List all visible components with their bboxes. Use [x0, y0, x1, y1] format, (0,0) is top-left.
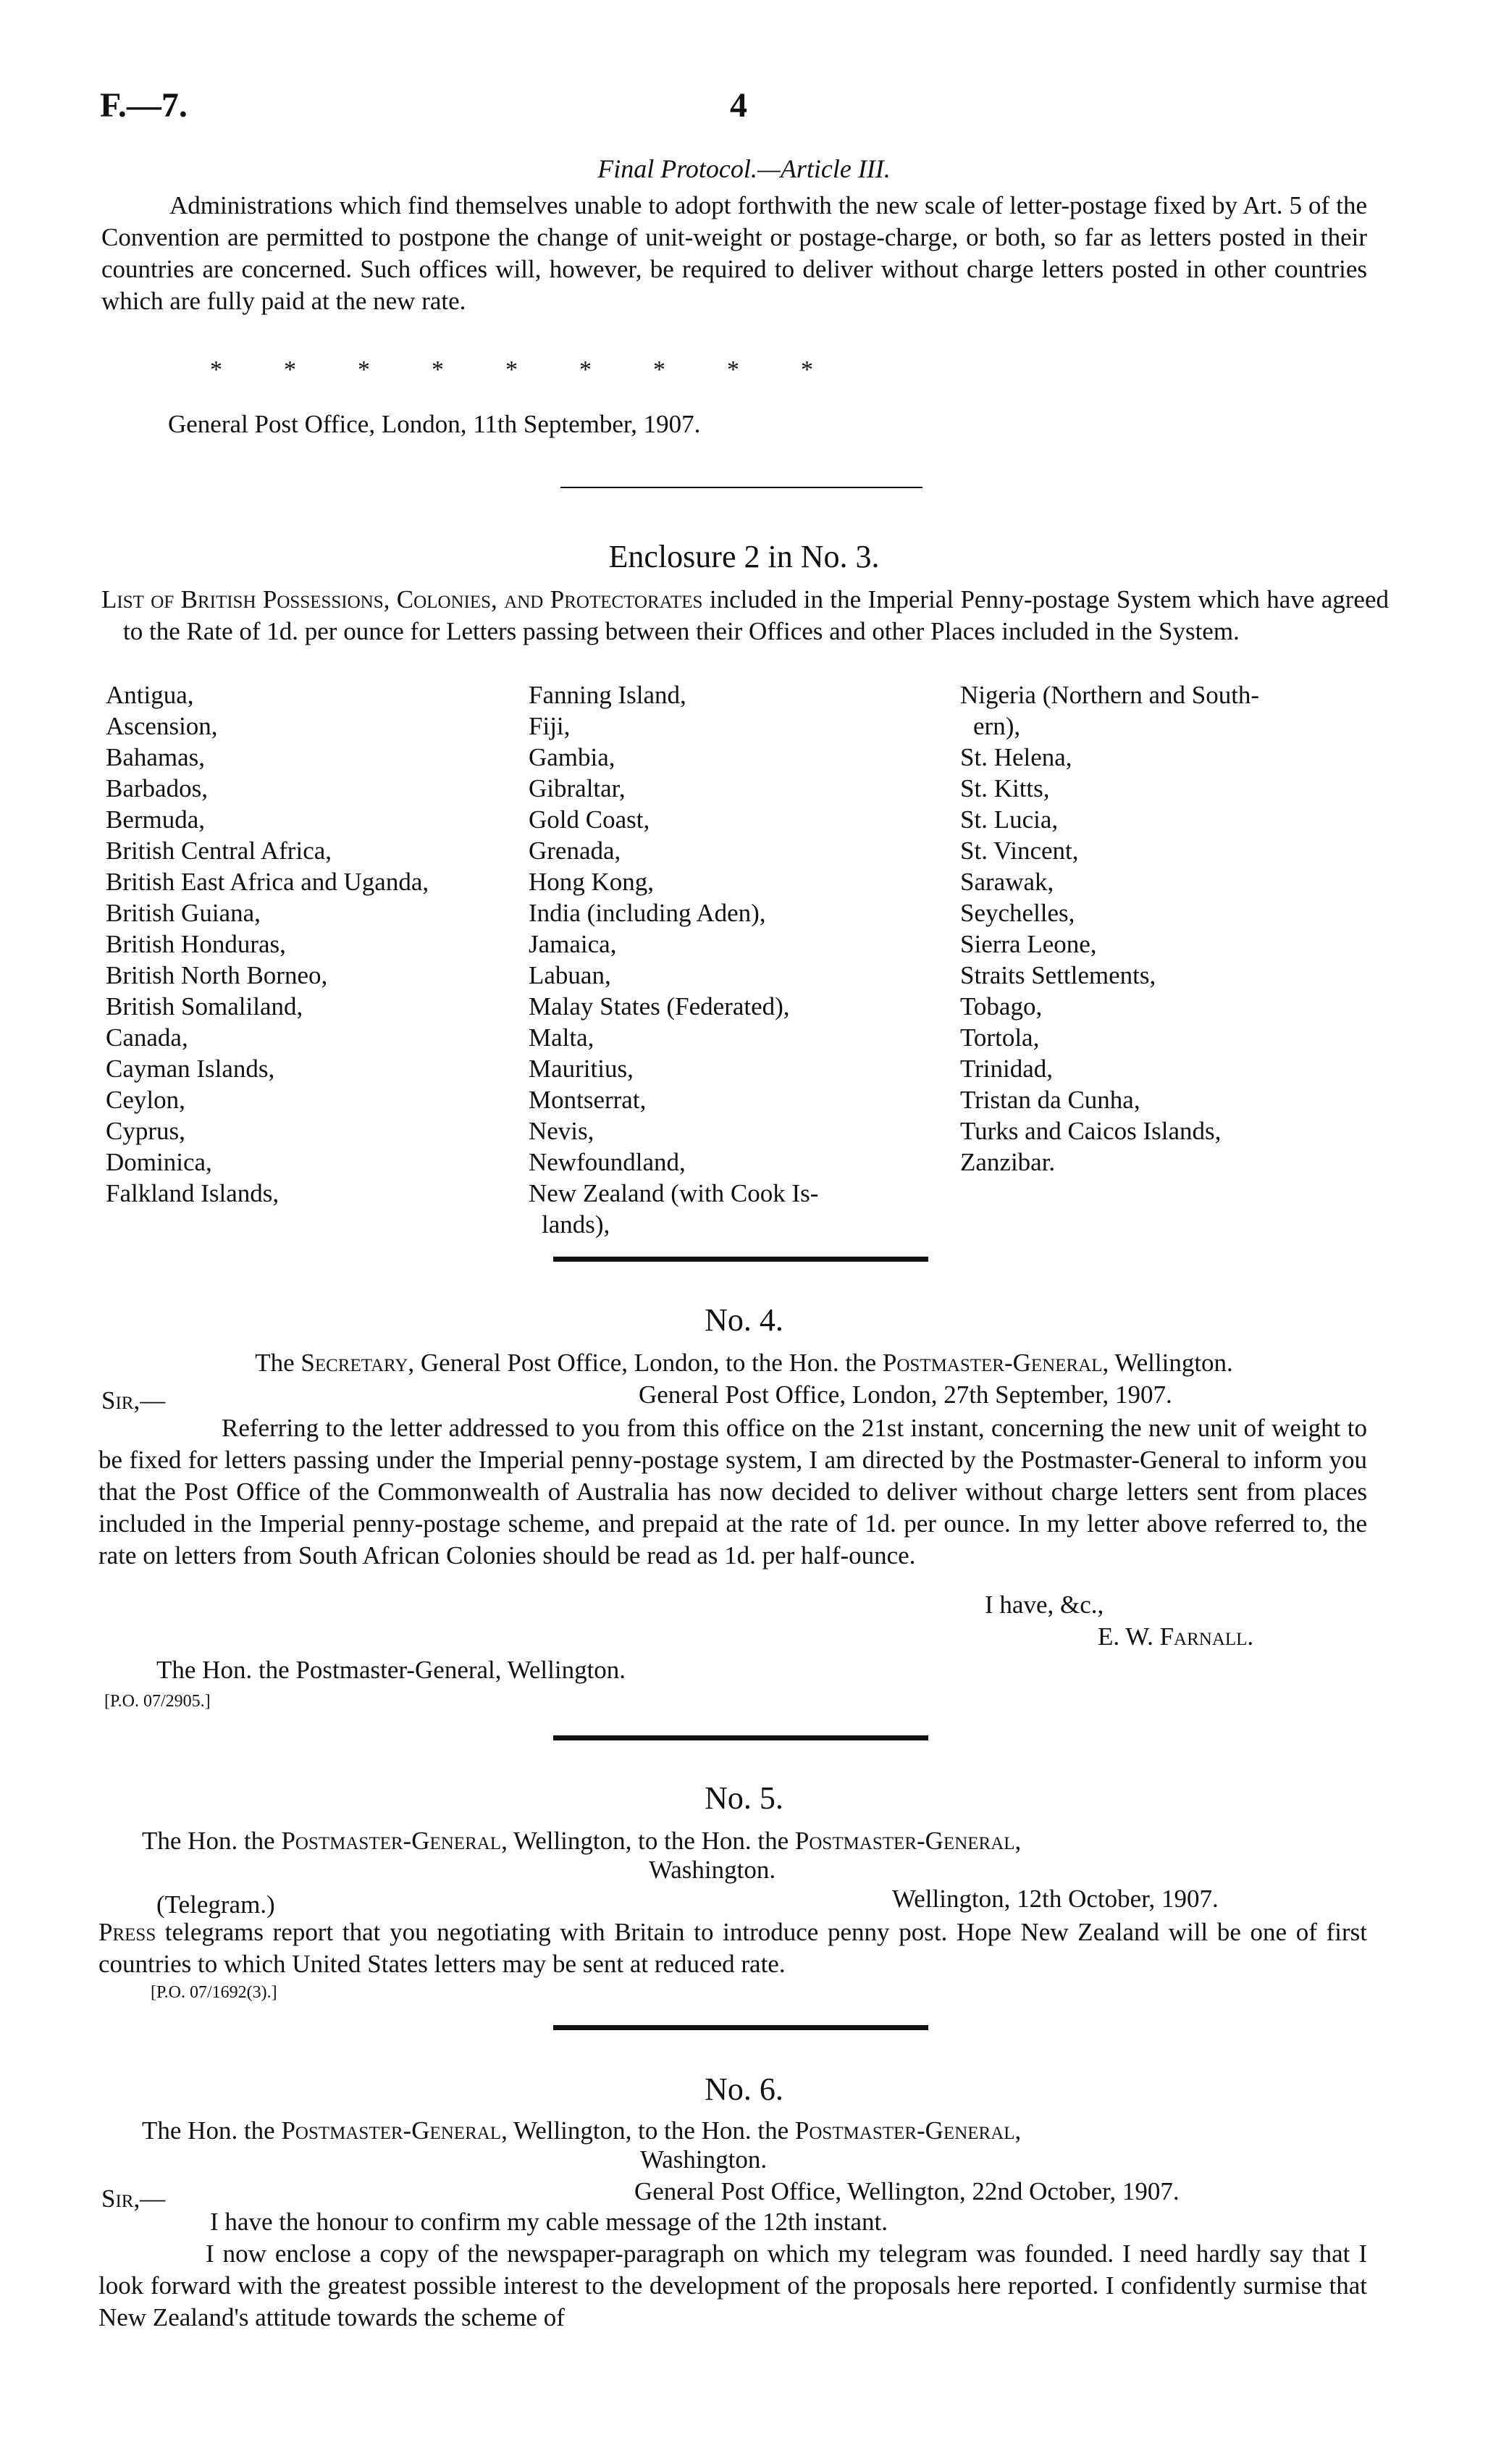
no6-address-part: , [1014, 2116, 1022, 2145]
possession-item: New Zealand (with Cook Is- [529, 1179, 819, 1207]
possession-item: Turks and Caicos Islands, [960, 1117, 1222, 1145]
no4-signature-initials: E. W. [1098, 1622, 1160, 1651]
no6-title: No. 6. [705, 2071, 783, 2107]
no6-paragraph-2: I now enclose a copy of the newspaper-paragraph on which my telegram was founded. I need hardly say that I look forward with the greatest possible interest to the development of the proposals here reported. I confidently surmise that New Zealand's attitude towards the scheme of [98, 2239, 1367, 2331]
possession-item: Mauritius, [529, 1055, 634, 1083]
no5-reference: [P.O. 07/1692(3).] [151, 1983, 277, 2002]
section-divider-thick [553, 2025, 928, 2030]
possession-item: British Central Africa, [106, 837, 332, 865]
possession-item: Gambia, [529, 743, 615, 771]
no5-title: No. 5. [705, 1780, 783, 1816]
page-number: 4 [730, 86, 747, 125]
possession-item: Montserrat, [529, 1086, 647, 1114]
section-divider-thick [553, 1735, 928, 1740]
no4-closing: I have, &c., [985, 1591, 1104, 1619]
possession-item: Seychelles, [960, 899, 1075, 927]
no5-address-city: Washington. [649, 1856, 776, 1884]
no4-title: No. 4. [705, 1302, 783, 1338]
no5-body [98, 1916, 1367, 1980]
possession-item: St. Vincent, [960, 837, 1079, 865]
possession-item: Fanning Island, [529, 681, 686, 709]
possession-item: Ascension, [106, 712, 218, 740]
no4-sender-title: Secretary [300, 1349, 408, 1377]
no5-sender-title: Postmaster-General [281, 1827, 502, 1855]
possession-item: Sarawak, [960, 868, 1054, 896]
possessions-column-1 [106, 679, 429, 1209]
possession-item: Cyprus, [106, 1117, 185, 1145]
no4-reference: [P.O. 07/2905.] [104, 1692, 211, 1711]
possession-item: Zanzibar. [960, 1148, 1056, 1176]
no4-recipient-title: Postmaster-General [882, 1349, 1103, 1377]
no4-body: Referring to the letter addressed to you from this office on the 21st instant, concerning the new unit of weight to be fixed for letters passing under the Imperial penny-postage system, I am directed by the Postmaster-General to inform you that the Post Office of the Commonwealth of Australia has now decided to deliver without charge letters sent from places included in the Imperial penny-postage scheme, and prepaid at the rate of 1d. per ounce. In my letter above referred to, the rate on letters from South African Colonies should be read as 1d. per half-ounce. [98, 1414, 1367, 1570]
possession-item: British Somaliland, [106, 992, 303, 1021]
possession-item: British Honduras, [106, 930, 286, 958]
possession-item: Sierra Leone, [960, 930, 1097, 958]
no6-sender-title: Postmaster-General [281, 2116, 502, 2145]
no5-address [142, 1827, 1021, 1856]
no4-address-part: , Wellington. [1102, 1349, 1233, 1377]
no4-signature [1098, 1622, 1253, 1651]
section-divider [560, 487, 922, 488]
possession-item: St. Kitts, [960, 774, 1050, 803]
possession-item: British North Borneo, [106, 961, 328, 989]
possession-item: Tortola, [960, 1023, 1040, 1052]
possession-item: lands), [542, 1210, 610, 1239]
possession-item: Hong Kong, [529, 868, 655, 896]
possession-item: Antigua, [106, 681, 194, 709]
no4-address [0, 1349, 1488, 1378]
protocol-body: Administrations which find themselves unable to adopt forthwith the new scale of letter-postage fixed by Art. 5 of the Convention are permitted to postpone the change of unit-weight or postage-charge, or both, so far as letters posted in their countries are concerned. Such offices will, however, be required to deliver without charge letters posted in other countries which are fully paid at the new rate. [101, 191, 1367, 315]
omission-stars: * * * * * * * * * [210, 356, 813, 383]
no6-paragraph-1: I have the honour to confirm my cable message of the 12th instant. [210, 2208, 888, 2236]
no6-salutation: Sir,— [101, 2184, 166, 2213]
possession-item: Tristan da Cunha, [960, 1086, 1140, 1114]
no4-recipient: The Hon. the Postmaster-General, Wellington. [156, 1656, 626, 1684]
no6-dateline: General Post Office, Wellington, 22nd October, 1907. [634, 2177, 1180, 2205]
possession-item: Barbados, [106, 774, 208, 803]
possession-item: Fiji, [529, 712, 571, 740]
possession-item: Canada, [106, 1023, 188, 1052]
enclosure-title: Enclosure 2 in No. 3. [608, 539, 880, 574]
possession-item: Dominica, [106, 1148, 212, 1176]
possession-item: Tobago, [960, 992, 1043, 1021]
possession-item: Nevis, [529, 1117, 594, 1145]
section-divider-thick [553, 1257, 928, 1262]
no4-salutation: Sir,— [101, 1386, 166, 1415]
possession-item: Bahamas, [106, 743, 206, 771]
possession-item: British Guiana, [106, 899, 261, 927]
possession-item: Gibraltar, [529, 774, 626, 803]
possession-item: Cayman Islands, [106, 1055, 275, 1083]
possession-item: Malay States (Federated), [529, 992, 790, 1021]
no6-address-part: , Wellington, to the Hon. the [501, 2116, 795, 2145]
no5-recipient-title: Postmaster-General [794, 1827, 1015, 1855]
possession-item: Malta, [529, 1023, 594, 1052]
possession-item: Newfoundland, [529, 1148, 686, 1176]
possession-item: Gold Coast, [529, 805, 650, 834]
no4-address-part: , General Post Office, London, to the Hon. the [408, 1349, 883, 1377]
no5-address-part: The Hon. the [142, 1827, 282, 1855]
enclosure-intro [101, 584, 1389, 648]
possession-item: Falkland Islands, [106, 1179, 279, 1207]
no4-dateline: General Post Office, London, 27th September, 1907. [639, 1380, 1172, 1409]
possession-item: St. Lucia, [960, 805, 1059, 834]
enclosure-intro-text: included in the Imperial Penny-postage System which have agreed to the Rate of 1d. per ounce for Letters passing between their Offices and other Places included in the System. [123, 585, 1390, 645]
possession-item: Labuan, [529, 961, 611, 989]
possession-item: Trinidad, [960, 1055, 1054, 1083]
possessions-column-3 [960, 679, 1259, 1178]
no5-address-part: , Wellington, to the Hon. the [501, 1827, 795, 1855]
possession-item: ern), [973, 712, 1021, 740]
possession-item: India (including Aden), [529, 899, 766, 927]
no5-address-part: , [1014, 1827, 1022, 1855]
no4-signature-surname: Farnall. [1159, 1622, 1254, 1651]
possession-item: Bermuda, [106, 805, 206, 834]
possession-item: St. Helena, [960, 743, 1072, 771]
document-reference: F.—7. [100, 86, 188, 125]
no5-body-lead: Press [98, 1918, 156, 1946]
protocol-title: Final Protocol.—Article III. [597, 154, 891, 183]
possession-item: Nigeria (Northern and South- [960, 681, 1260, 709]
possession-item: Ceylon, [106, 1086, 185, 1114]
possessions-column-2 [529, 679, 818, 1240]
possession-item: Straits Settlements, [960, 961, 1156, 989]
no5-body-text: telegrams report that you negotiating with Britain to introduce penny post. Hope New Zealand will be one of first countries to which United States letters may be sent at reduced rate. [98, 1918, 1367, 1978]
no5-dateline: Wellington, 12th October, 1907. [892, 1885, 1219, 1913]
no6-address-city: Washington. [640, 2145, 768, 2174]
no6-address-part: The Hon. the [142, 2116, 282, 2145]
no6-address [142, 2116, 1021, 2145]
no5-telegram-label: (Telegram.) [156, 1890, 275, 1919]
possession-item: Grenada, [529, 837, 621, 865]
possession-item: British East Africa and Uganda, [106, 868, 429, 896]
possession-item: Jamaica, [529, 930, 617, 958]
enclosure-intro-heading: List of British Possessions, Colonies, and Protectorates [101, 585, 703, 613]
protocol-dateline: General Post Office, London, 11th September, 1907. [168, 410, 701, 438]
no6-recipient-title: Postmaster-General [794, 2116, 1015, 2145]
no4-address-part: The [255, 1349, 301, 1377]
